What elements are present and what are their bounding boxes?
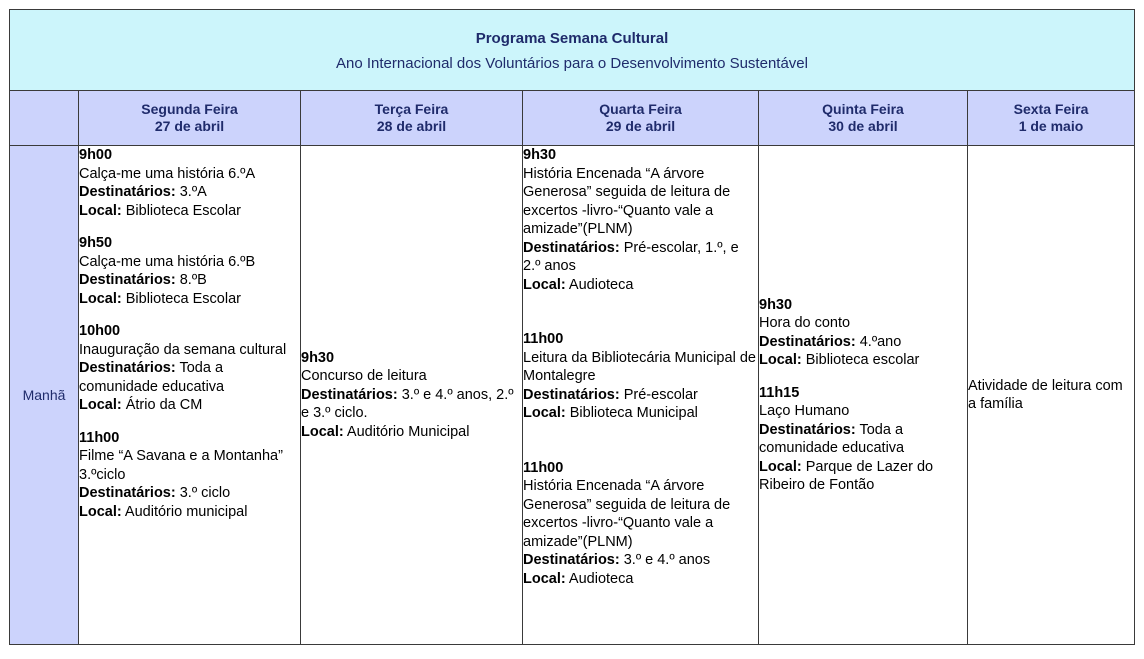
event-location <box>523 404 758 423</box>
location-value: Auditório Municipal <box>343 423 470 440</box>
event-audience <box>301 386 522 423</box>
event <box>79 234 300 308</box>
friday-note: Atividade de leitura com a família <box>968 377 1123 412</box>
program-subtitle: Ano Internacional dos Voluntários para o Desenvolvimento Sustentável <box>336 55 808 72</box>
audience-value: Pré-escolar, 1.º, e 2.º anos <box>523 239 739 274</box>
event-time: 11h15 <box>759 384 800 401</box>
event <box>759 384 967 495</box>
cell-friday <box>968 146 1135 645</box>
cell-monday <box>79 146 301 645</box>
event-audience <box>523 386 758 405</box>
event-title: Concurso de leitura <box>301 368 427 385</box>
location-label: Local: <box>523 570 566 587</box>
event <box>79 322 300 415</box>
day-header-monday <box>79 91 301 146</box>
location-value: Biblioteca Escolar <box>121 290 241 307</box>
event-audience <box>759 421 967 458</box>
audience-value: 3.º e 4.º anos, 2.º e 3.º ciclo. <box>301 386 514 422</box>
event-title: História Encenada “A árvore Generosa” seguida de leitura de excertos -livro-“Quanto vale a amizade”(PLNM) <box>523 165 731 237</box>
day-date: 29 de abril <box>605 118 676 134</box>
day-name: Terça Feira <box>374 101 449 117</box>
event <box>79 429 300 522</box>
audience-value: Toda a comunidade educativa <box>759 421 905 456</box>
day-header-tuesday <box>301 91 523 146</box>
location-label: Local: <box>759 458 802 475</box>
event-location <box>523 276 758 295</box>
event <box>523 330 758 423</box>
cell-thursday <box>759 146 968 645</box>
event-location <box>79 290 300 309</box>
audience-label: Destinatários: <box>79 272 176 288</box>
event-audience <box>523 551 758 570</box>
location-value: Audioteca <box>565 276 634 293</box>
location-label: Local: <box>523 276 566 293</box>
location-value: Audioteca <box>565 570 634 587</box>
audience-label: Destinatários: <box>301 386 398 403</box>
event-time: 9h50 <box>79 235 113 251</box>
program-title: Programa Semana Cultural <box>475 30 669 47</box>
event-time: 11h00 <box>79 429 120 446</box>
event <box>301 349 522 442</box>
day-header-friday <box>968 91 1135 146</box>
location-label: Local: <box>79 503 122 520</box>
location-value: Biblioteca escolar <box>801 352 920 368</box>
location-label: Local: <box>79 202 122 219</box>
event <box>759 296 967 370</box>
event-time: 9h30 <box>523 147 557 163</box>
event-time: 10h00 <box>79 323 121 339</box>
event-location <box>79 396 300 415</box>
event-audience <box>79 271 300 290</box>
audience-label: Destinatários: <box>79 485 176 501</box>
audience-value: 4.ºano <box>855 333 902 350</box>
location-value: Parque de Lazer do Ribeiro de Fontão <box>759 458 934 493</box>
location-label: Local: <box>759 352 802 368</box>
event-time: 9h00 <box>79 147 113 163</box>
location-value: Átrio da CM <box>121 397 203 413</box>
day-header-thursday <box>759 91 968 146</box>
corner-cell <box>10 91 79 146</box>
event-title: Calça-me uma história 6.ºB <box>79 253 256 270</box>
row-label-morning: Manhã <box>10 146 79 645</box>
audience-value: 8.ºB <box>175 272 207 288</box>
audience-value: 3.º ciclo <box>175 485 231 501</box>
event <box>79 146 300 220</box>
cell-tuesday <box>301 146 523 645</box>
event <box>523 146 758 294</box>
event-time: 11h00 <box>523 459 564 476</box>
program-header <box>10 10 1135 91</box>
event-audience <box>79 484 300 503</box>
day-name: Sexta Feira <box>1013 101 1089 117</box>
event-location <box>523 570 758 589</box>
audience-label: Destinatários: <box>759 333 856 350</box>
event-time: 9h30 <box>301 349 335 366</box>
location-value: Biblioteca Municipal <box>565 405 698 421</box>
audience-value: 3.º e 4.º anos <box>619 552 711 568</box>
event-title: Filme “A Savana e a Montanha” 3.ºciclo <box>79 448 283 483</box>
audience-label: Destinatários: <box>759 421 856 438</box>
audience-label: Destinatários: <box>79 360 176 376</box>
day-date: 28 de abril <box>376 118 447 134</box>
event-time: 9h30 <box>759 296 793 313</box>
day-date: 27 de abril <box>154 118 225 134</box>
audience-value: Toda a comunidade educativa <box>79 360 225 395</box>
event-location <box>79 202 300 221</box>
event-title: Hora do conto <box>759 315 851 331</box>
day-name: Quinta Feira <box>822 101 904 117</box>
event-location <box>759 351 967 370</box>
event-audience <box>79 183 300 202</box>
event-title: Laço Humano <box>759 403 850 419</box>
event-title: Inauguração da semana cultural <box>79 341 287 358</box>
location-value: Biblioteca Escolar <box>121 202 241 219</box>
day-name: Quarta Feira <box>599 101 682 117</box>
event-title: História Encenada “A árvore Generosa” seguida de leitura de excertos -livro-“Quanto vale a amizade”(PLNM) <box>523 478 731 550</box>
event-title: Calça-me uma história 6.ºA <box>79 165 256 182</box>
audience-label: Destinatários: <box>79 184 176 200</box>
day-header-wednesday <box>523 91 759 146</box>
event <box>523 459 758 589</box>
audience-value: 3.ºA <box>175 184 207 200</box>
program-table <box>9 9 1135 645</box>
audience-value: Pré-escolar <box>619 386 698 403</box>
location-label: Local: <box>79 290 122 307</box>
audience-label: Destinatários: <box>523 552 620 568</box>
day-date: 1 de maio <box>1018 118 1084 134</box>
event-audience <box>759 333 967 352</box>
audience-label: Destinatários: <box>523 239 620 256</box>
location-value: Auditório municipal <box>121 503 248 520</box>
cell-wednesday <box>523 146 759 645</box>
event-audience <box>523 239 758 276</box>
event-audience <box>79 359 300 396</box>
location-label: Local: <box>301 423 344 440</box>
location-label: Local: <box>523 405 566 421</box>
event-location <box>79 503 300 522</box>
day-date: 30 de abril <box>828 118 898 134</box>
location-label: Local: <box>79 397 122 413</box>
event-time: 11h00 <box>523 331 564 347</box>
event-location <box>759 458 967 495</box>
day-name: Segunda Feira <box>141 101 238 117</box>
audience-label: Destinatários: <box>523 386 620 403</box>
event-title: Leitura da Bibliotecária Municipal de Montalegre <box>523 349 756 384</box>
event-location <box>301 423 522 442</box>
